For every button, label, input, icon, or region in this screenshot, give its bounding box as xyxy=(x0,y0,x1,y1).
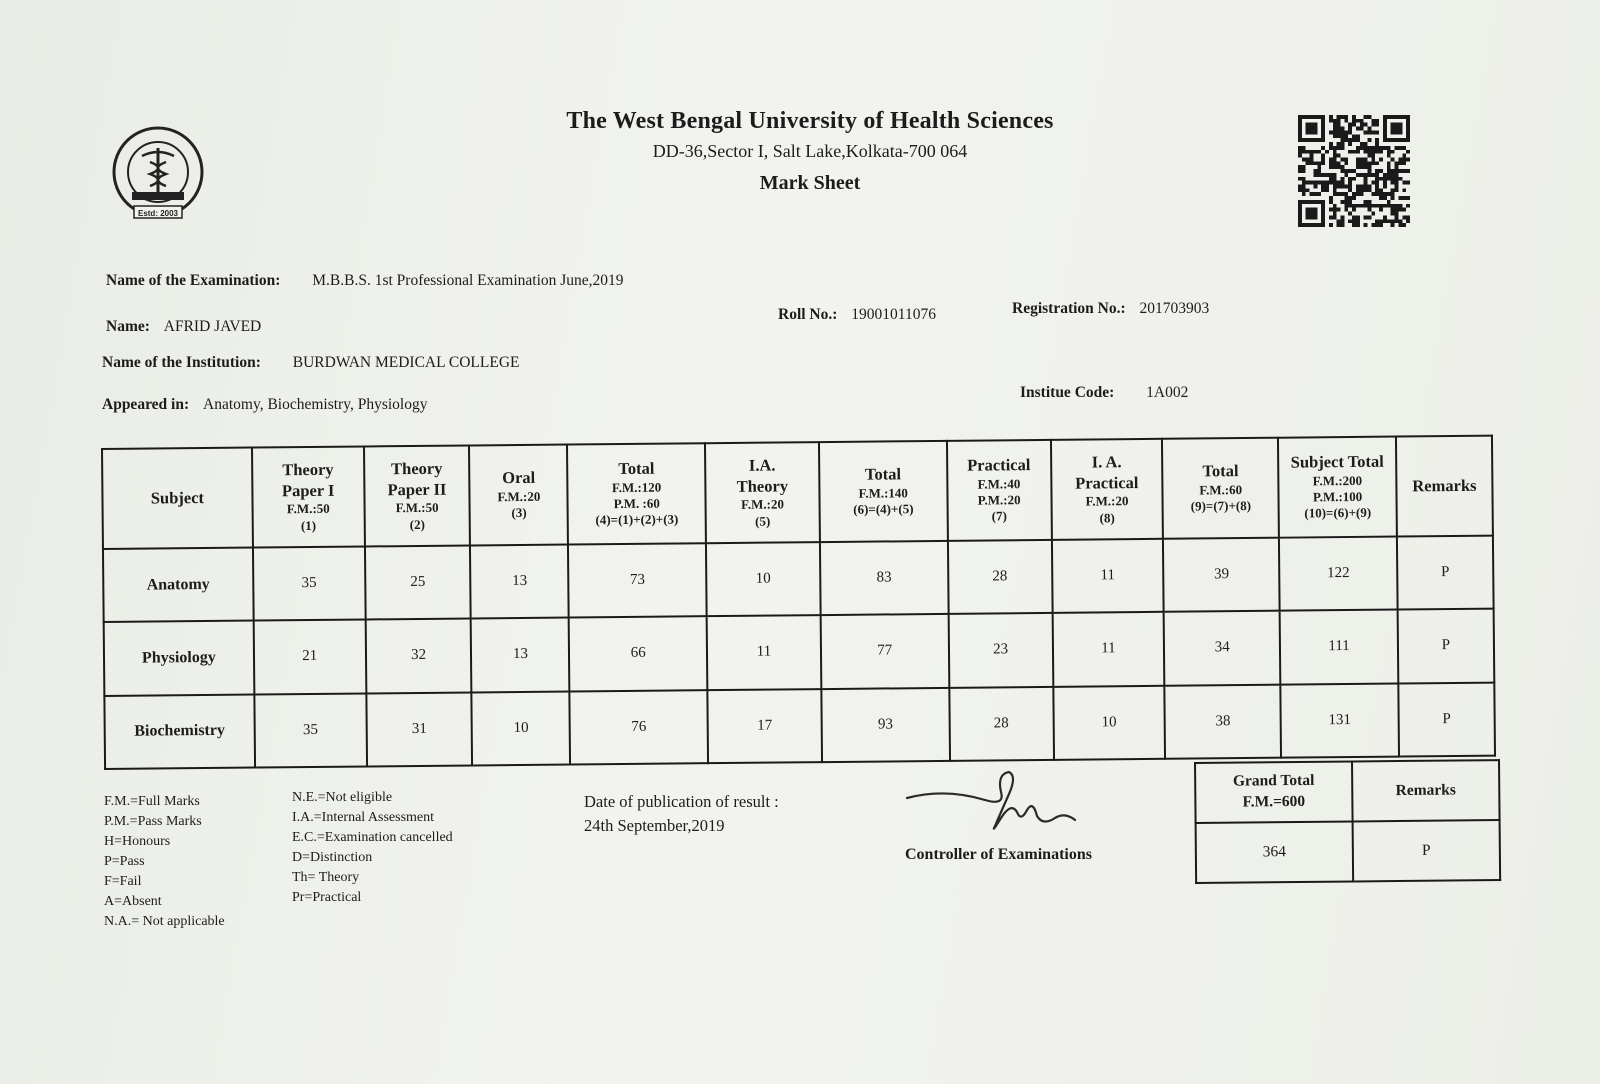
cell-practical: 23 xyxy=(948,613,1053,687)
cell-ia-practical: 11 xyxy=(1051,539,1164,613)
roll-label: Roll No.: xyxy=(778,306,838,323)
exam-field xyxy=(106,272,624,290)
name-field xyxy=(106,318,261,336)
cell-ia-theory: 11 xyxy=(707,615,822,689)
header-total-practical: Total F.M.:60 (9)=(7)+(8) xyxy=(1162,438,1279,539)
legend-item: Th= Theory xyxy=(292,870,360,885)
university-name: The West Bengal University of Health Sciences xyxy=(566,108,1054,134)
marks-table-header-row xyxy=(102,436,1493,549)
marks-table xyxy=(101,435,1496,770)
appeared-value: Anatomy, Biochemistry, Physiology xyxy=(203,396,428,413)
grand-total-header: Grand Total F.M.=600 xyxy=(1195,761,1353,823)
header-theory-paper-1: Theory Paper I F.M.:50 (1) xyxy=(252,446,365,547)
legend-right xyxy=(292,788,453,908)
cell-practical: 28 xyxy=(949,687,1054,761)
legend-item: H=Honours xyxy=(104,834,171,849)
exam-label: Name of the Examination: xyxy=(106,272,281,289)
logo-estd-text: Estd: 2003 xyxy=(137,209,179,218)
grand-remarks-header: Remarks xyxy=(1352,760,1500,821)
qr-code-icon xyxy=(1298,115,1410,227)
publication-label: Date of publication of result : xyxy=(584,792,779,811)
table-row xyxy=(104,682,1495,769)
cell-oral: 13 xyxy=(470,545,569,619)
header-remarks: Remarks xyxy=(1396,436,1493,537)
appeared-field xyxy=(102,396,427,414)
cell-total-practical: 38 xyxy=(1165,684,1281,758)
cell-subject-total: 122 xyxy=(1279,537,1398,611)
header-subject: Subject xyxy=(102,448,253,549)
publication-block xyxy=(584,790,779,838)
exam-value: M.B.B.S. 1st Professional Examination June,2019 xyxy=(312,272,624,289)
university-logo-icon xyxy=(104,122,216,226)
cell-oral: 13 xyxy=(471,618,570,692)
cell-ia-theory: 17 xyxy=(707,689,822,763)
legend-item: Pr=Practical xyxy=(292,890,362,905)
legend-item: A=Absent xyxy=(104,894,162,909)
cell-subject-total: 111 xyxy=(1280,610,1399,684)
appeared-label: Appeared in: xyxy=(102,396,190,413)
cell-total-theory: 66 xyxy=(569,617,707,692)
header-oral: Oral F.M.:20 (3) xyxy=(469,445,568,546)
legend-item: P.M.=Pass Marks xyxy=(104,814,202,829)
grand-total-value: 364 xyxy=(1196,821,1354,883)
cell-oral: 10 xyxy=(472,691,571,765)
header-subject-total: Subject Total F.M.:200 P.M.:100 (10)=(6)+(9) xyxy=(1278,437,1397,538)
registration-field xyxy=(1012,300,1209,318)
cell-theory-paper-1: 21 xyxy=(253,620,366,694)
row-subject: Biochemistry xyxy=(104,694,255,769)
cell-total-practical: 34 xyxy=(1164,611,1280,685)
row-subject: Physiology xyxy=(104,621,255,696)
legend-item: I.A.=Internal Assessment xyxy=(292,810,435,825)
row-subject: Anatomy xyxy=(103,548,254,623)
table-row xyxy=(103,536,1494,623)
cell-theory-paper-2: 31 xyxy=(366,692,473,766)
header-ia-theory: I.A. Theory F.M.:20 (5) xyxy=(705,442,820,543)
institute-code-field xyxy=(1020,384,1188,402)
cell-total-practical: 39 xyxy=(1163,538,1279,612)
header-theory-paper-2: Theory Paper II F.M.:50 (2) xyxy=(364,445,471,546)
cell-ia-practical: 11 xyxy=(1052,612,1165,686)
roll-value: 19001011076 xyxy=(851,306,936,323)
legend-left xyxy=(104,792,225,932)
cell-ia-theory: 10 xyxy=(706,542,821,616)
name-label: Name: xyxy=(106,318,150,335)
registration-label: Registration No.: xyxy=(1012,300,1126,317)
grand-remarks-value: P xyxy=(1353,820,1501,881)
cell-practical: 28 xyxy=(948,540,1053,614)
grand-total-table xyxy=(1194,759,1501,884)
institution-field xyxy=(102,354,520,372)
cell-theory-paper-2: 25 xyxy=(365,545,472,619)
legend-item: N.E.=Not eligible xyxy=(292,790,393,805)
name-value: AFRID JAVED xyxy=(163,318,262,335)
cell-total-with-ia: 77 xyxy=(821,614,949,689)
cell-theory-paper-1: 35 xyxy=(253,546,366,620)
institution-label: Name of the Institution: xyxy=(102,354,261,371)
legend-item: N.A.= Not applicable xyxy=(104,914,225,929)
table-row xyxy=(104,609,1495,696)
header-total-with-ia: Total F.M.:140 (6)=(4)+(5) xyxy=(819,441,948,542)
sheet-title: Mark Sheet xyxy=(759,172,861,194)
cell-total-theory: 73 xyxy=(568,543,706,618)
cell-remarks: P xyxy=(1398,682,1495,756)
legend-item: F.M.=Full Marks xyxy=(104,794,200,809)
controller-of-examinations: Controller of Examinations xyxy=(905,846,1092,863)
legend-item: D=Distinction xyxy=(292,850,373,865)
cell-remarks: P xyxy=(1397,536,1494,610)
institution-value: BURDWAN MEDICAL COLLEGE xyxy=(292,354,520,371)
cell-theory-paper-1: 35 xyxy=(254,693,367,767)
cell-total-theory: 76 xyxy=(570,690,708,765)
cell-theory-paper-2: 32 xyxy=(365,619,472,693)
legend-item: F=Fail xyxy=(104,874,142,889)
header-practical: Practical F.M.:40 P.M.:20 (7) xyxy=(947,440,1052,541)
cell-subject-total: 131 xyxy=(1280,683,1399,757)
header-title-block xyxy=(490,108,1130,195)
university-address: DD-36,Sector I, Salt Lake,Kolkata-700 064 xyxy=(652,141,968,161)
institute-code-label: Institue Code: xyxy=(1020,384,1115,401)
cell-remarks: P xyxy=(1398,609,1495,683)
legend-item: P=Pass xyxy=(104,854,145,869)
cell-total-with-ia: 83 xyxy=(820,541,948,616)
header-total-theory: Total F.M.:120 P.M. :60 (4)=(1)+(2)+(3) xyxy=(567,443,706,544)
cell-ia-practical: 10 xyxy=(1053,685,1166,759)
cell-total-with-ia: 93 xyxy=(821,688,949,763)
registration-value: 201703903 xyxy=(1139,300,1210,317)
header-ia-practical: I. A. Practical F.M.:20 (8) xyxy=(1050,439,1163,540)
publication-date: 24th September,2019 xyxy=(584,816,725,835)
legend-item: E.C.=Examination cancelled xyxy=(292,830,453,845)
signature-icon xyxy=(905,768,1085,842)
roll-field xyxy=(778,306,936,324)
institute-code-value: 1A002 xyxy=(1146,384,1189,401)
